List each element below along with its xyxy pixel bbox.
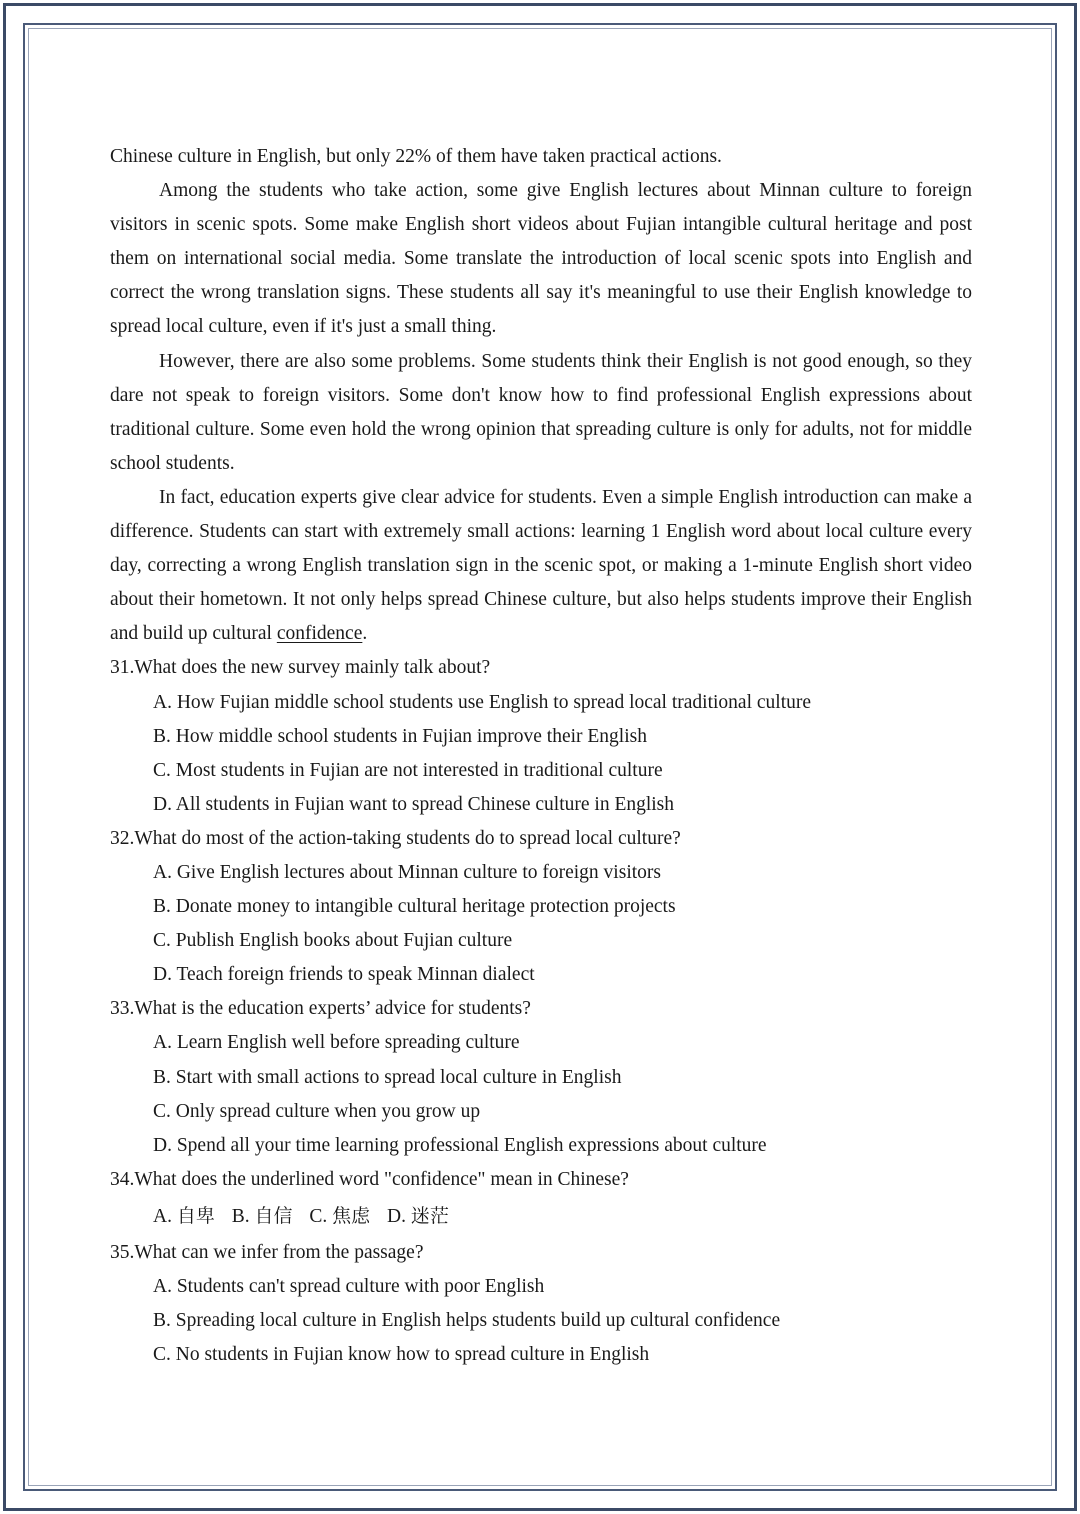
option-b[interactable]: B. Start with small actions to spread local culture in English (153, 1066, 622, 1088)
option-b[interactable]: B. How middle school students in Fujian improve their English (153, 725, 647, 747)
option-b[interactable]: B. Donate money to intangible cultural heritage protection projects (153, 896, 676, 918)
passage-paragraph-2: However, there are also some problems. Some students think their English is not good enough, so they dare not speak to foreign visitors. Some don't know how to find professional English expressions about traditional culture. Some even hold the wrong opinion that spreading culture is only for adults, not for middle school students. (110, 350, 972, 474)
question-stem: 31.What does the new survey mainly talk about? (110, 657, 491, 679)
underlined-word: confidence (276, 623, 363, 645)
option-c[interactable]: C. Publish English books about Fujian culture (153, 930, 513, 952)
option-a[interactable]: A. How Fujian middle school students use English to spread local traditional culture (153, 691, 812, 713)
question-31 (110, 651, 972, 821)
option-d-label[interactable]: D. (387, 1205, 407, 1227)
option-a[interactable]: A. Students can't spread culture with poor English (153, 1276, 545, 1298)
question-35 (110, 1236, 972, 1372)
option-c-label[interactable]: C. (309, 1205, 328, 1227)
question-stem: 34.What does the underlined word "confidence" mean in Chinese? (110, 1168, 629, 1190)
paragraph-3-end: . (362, 623, 368, 645)
question-stem: 33.What is the education experts’ advice for students? (110, 998, 531, 1020)
option-a[interactable]: A. Learn English well before spreading culture (153, 1032, 520, 1054)
option-c[interactable]: C. Only spread culture when you grow up (153, 1100, 481, 1122)
exam-content (110, 140, 972, 1372)
option-a-text[interactable]: 自卑 (176, 1204, 215, 1227)
option-b-label[interactable]: B. (231, 1205, 250, 1227)
option-row (110, 1199, 972, 1234)
option-d[interactable]: D. All students in Fujian want to spread Chinese culture in English (153, 793, 675, 815)
option-c[interactable]: C. No students in Fujian know how to spread culture in English (153, 1344, 650, 1366)
option-c-text[interactable]: 焦虑 (332, 1204, 371, 1227)
question-stem: 35.What can we infer from the passage? (110, 1242, 424, 1263)
option-a-label[interactable]: A. (153, 1205, 172, 1227)
option-c[interactable]: C. Most students in Fujian are not interested in traditional culture (153, 759, 663, 781)
option-d[interactable]: D. Spend all your time learning professional English expressions about culture (153, 1134, 767, 1156)
question-stem: 32.What do most of the action-taking students do to spread local culture? (110, 827, 681, 849)
paragraph-3-text: In fact, education experts give clear advice for students. Even a simple English introduction can make a difference. Students can start with extremely small actions: learning 1 English word about local culture every day, correcting a wrong English translation sign in the scenic spot, or making a 1-minute English short video about their hometown. It not only helps spread Chinese culture, but also helps students improve their English and build up cultural (110, 486, 972, 645)
option-d[interactable]: D. Teach foreign friends to speak Minnan dialect (153, 964, 535, 986)
passage-paragraph-0: Chinese culture in English, but only 22% of them have taken practical actions. (110, 146, 722, 167)
question-33 (110, 992, 972, 1162)
option-b[interactable]: B. Spreading local culture in English helps students build up cultural confidence (153, 1310, 781, 1332)
question-34 (110, 1163, 972, 1234)
question-32 (110, 822, 972, 992)
passage-paragraph-3 (110, 481, 972, 651)
passage-paragraph-1: Among the students who take action, some give English lectures about Minnan culture to foreign visitors in scenic spots. Some make English short videos about Fujian intangible cultural heritage and post them on international social media. Some translate the introduction of local scenic spots into English and correct the wrong translation signs. These students all say it's meaningful to use their English knowledge to spread local culture, even if it's just a small thing. (110, 180, 972, 338)
option-a[interactable]: A. Give English lectures about Minnan culture to foreign visitors (153, 861, 661, 883)
option-b-text[interactable]: 自信 (254, 1204, 293, 1227)
option-d-text[interactable]: 迷茫 (410, 1204, 449, 1227)
